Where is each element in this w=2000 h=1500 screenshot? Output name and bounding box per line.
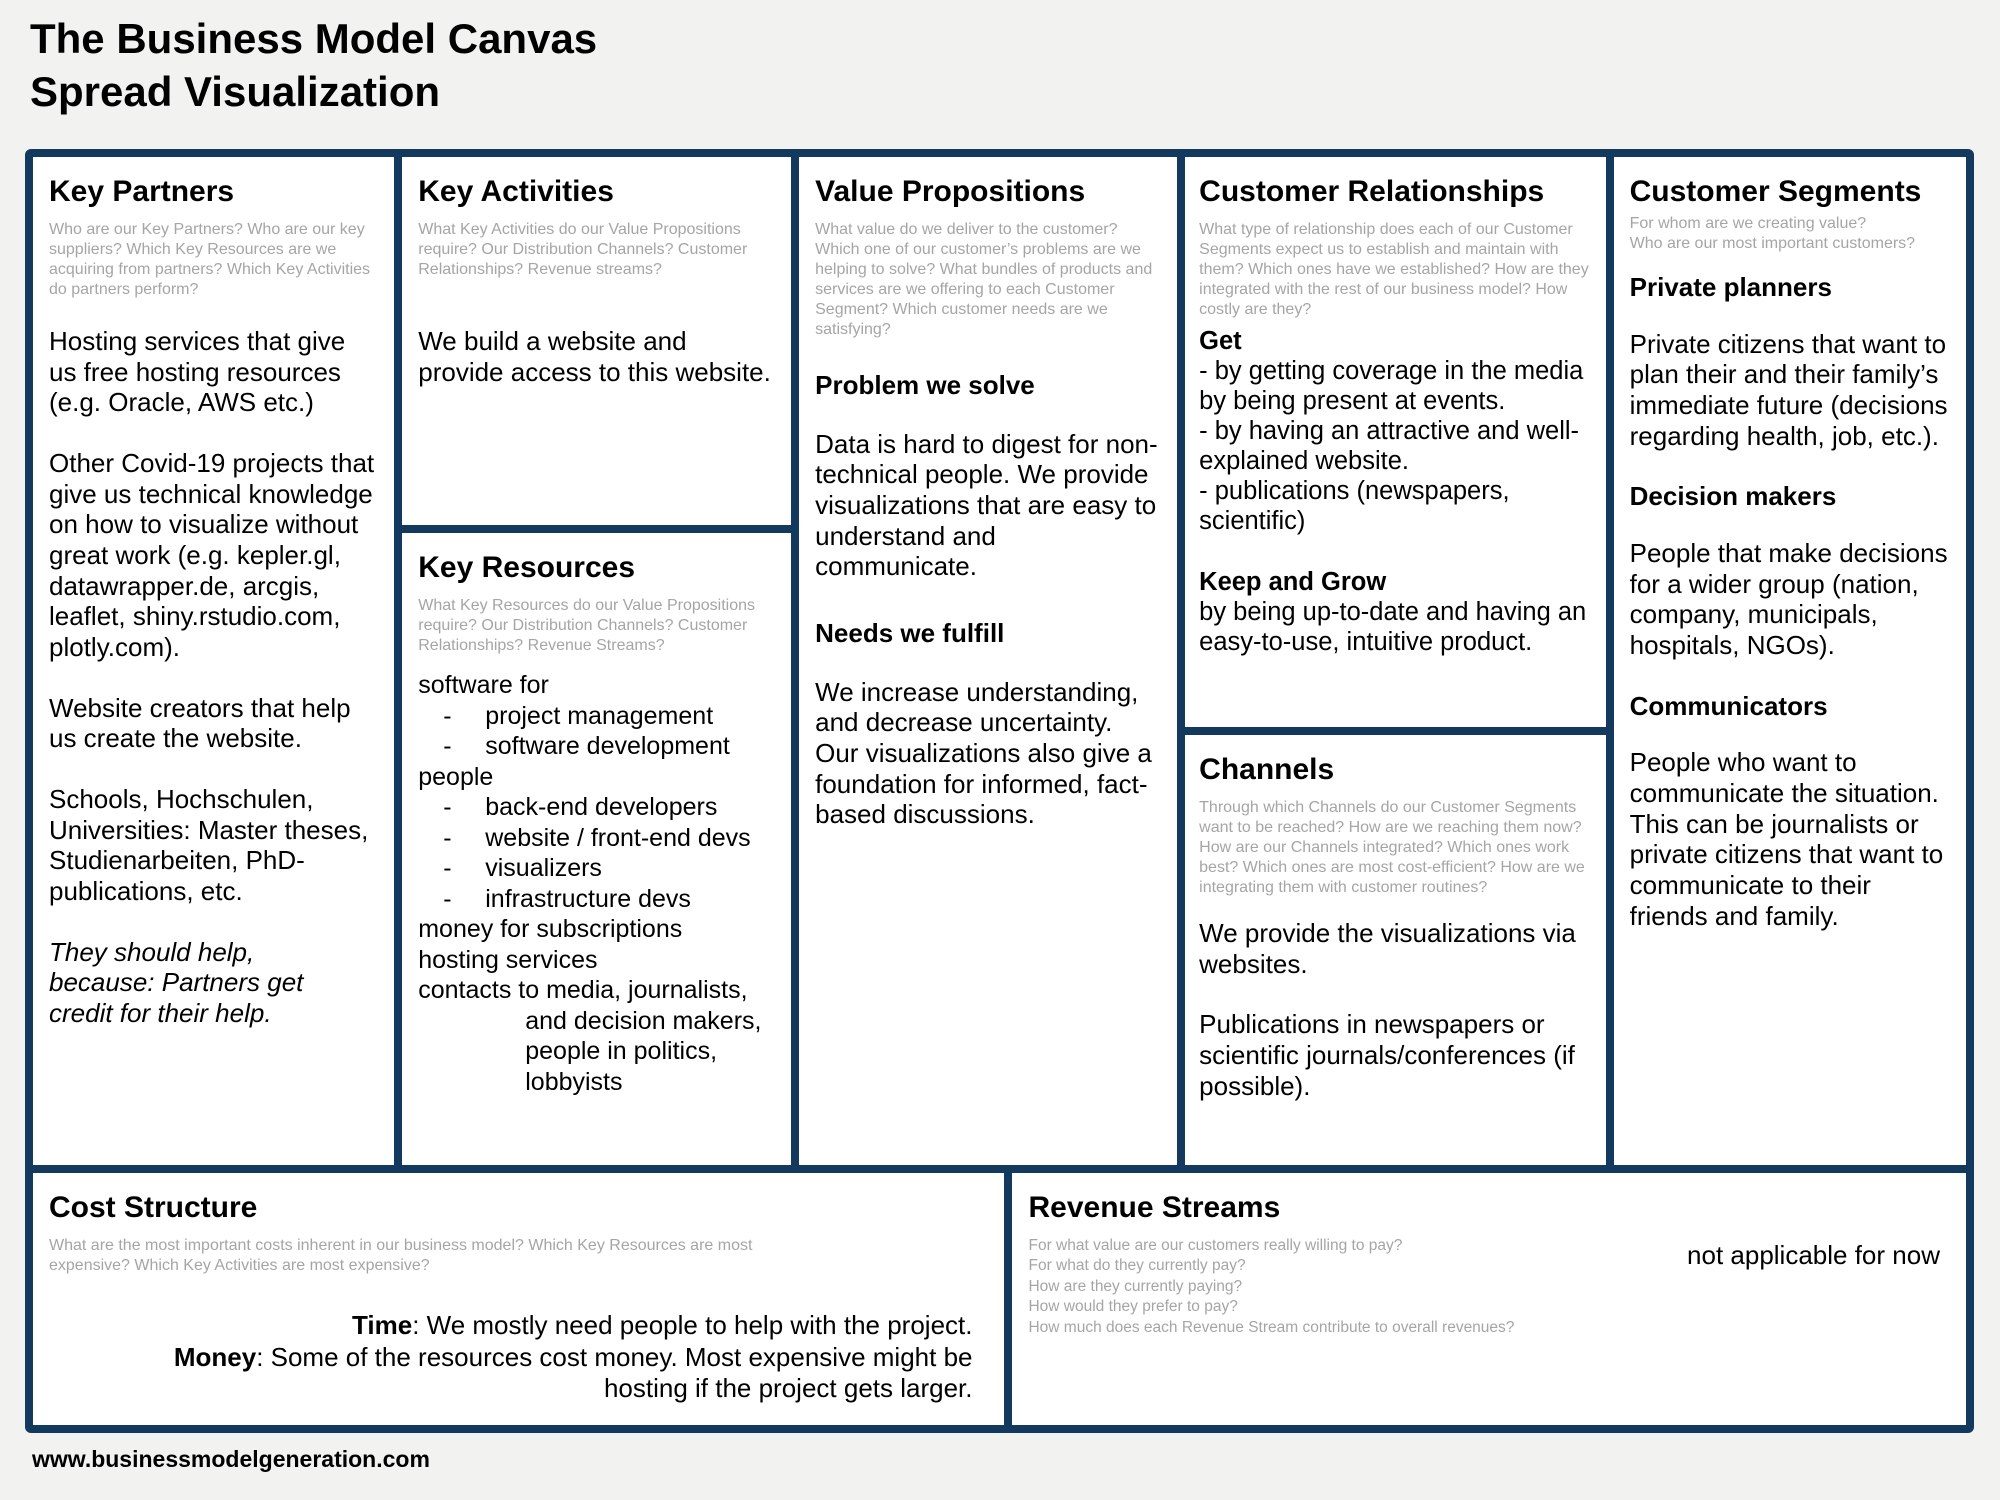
problem-we-solve-text: Data is hard to digest for non-technical people. We provide visualizations that are easy to understand and communicate. xyxy=(815,428,1158,582)
key-partners-paragraph: Schools, Hochschulen, Universities: Master theses, Studienarbeiten, PhD-publications, etc. xyxy=(49,784,369,907)
revenue-streams-note: not applicable for now xyxy=(1687,1240,1940,1270)
channels-paragraph: We provide the visualizations via websites. xyxy=(1199,918,1576,979)
key-resources-line: - infrastructure devs xyxy=(443,884,691,913)
customer-relationships-prompt: What type of relationship does each of our Customer Segments expect us to establish and maintain with them? Which ones have we established? How are they integrated with the rest of our business model? How costly are they? xyxy=(1199,221,1589,318)
decision-makers-text: People that make decisions for a wider group (nation, company, municipals, hospitals, NGOs). xyxy=(1629,538,1948,661)
time-label: Time xyxy=(351,1310,413,1340)
key-partners-paragraph: Other Covid-19 projects that give us technical knowledge on how to visualize without great work (e.g. kepler.gl, datawrapper.de, arcgis, leaflet, shiny.rstudio.com, plotly.com). xyxy=(49,448,375,663)
keep-and-grow-text: by being up-to-date and having an easy-to-use, intuitive product. xyxy=(1199,597,1587,656)
page-title xyxy=(30,12,597,119)
communicators-text: People who want to communicate the situation. This can be journalists or private citizens that want to communicate to their friends and family. xyxy=(1629,747,1944,931)
cost-structure-title: Cost Structure xyxy=(49,1191,258,1224)
page-title-line2: Spread Visualization xyxy=(30,68,441,116)
key-resources-line: money for subscriptions xyxy=(418,915,683,943)
revenue-streams-body xyxy=(1028,1236,1950,1338)
key-resources-line: - visualizers xyxy=(443,854,602,882)
key-resources-line: - back-end developers xyxy=(443,793,718,821)
key-resources-title: Key Resources xyxy=(418,551,636,584)
key-resources-line: contacts to media, journalists, xyxy=(418,976,748,1004)
key-partners-note: They should help, because: Partners get credit for their help. xyxy=(49,936,304,1029)
get-subhead: Get xyxy=(1199,327,1242,355)
key-activities-title: Key Activities xyxy=(418,175,614,208)
keep-and-grow-subhead: Keep and Grow xyxy=(1199,567,1387,596)
customer-segments-prompt-line1: For whom are we creating value? xyxy=(1629,215,1867,232)
revenue-prompt-line: How would they prefer to pay? xyxy=(1028,1298,1238,1316)
dash-bullet: - xyxy=(443,793,452,821)
value-propositions-title: Value Propositions xyxy=(815,175,1086,208)
section-key-activities xyxy=(402,157,791,525)
key-partners-title: Key Partners xyxy=(49,175,235,208)
value-propositions-body xyxy=(815,370,1161,830)
get-line: - by having an attractive and well-explained website. xyxy=(1199,417,1580,476)
key-resources-line: people in politics, xyxy=(525,1037,718,1065)
section-key-partners xyxy=(33,157,394,1165)
section-customer-relationships xyxy=(1185,157,1605,727)
key-partners-paragraph: Hosting services that give us free hosting resources (e.g. Oracle, AWS etc.) xyxy=(49,326,346,418)
key-resources-body xyxy=(418,670,779,1097)
customer-relationships-body xyxy=(1199,326,1591,657)
canvas-top-grid xyxy=(33,157,1966,1165)
channels-prompt: Through which Channels do our Customer Segments want to be reached? How are we reaching them now? How are our Channels integrated? Which ones work best? Which ones are most cost-efficient? How are we integrating them with customer routines? xyxy=(1199,799,1585,896)
section-customer-segments xyxy=(1614,157,1966,1165)
key-resources-line: software for xyxy=(418,671,549,699)
problem-we-solve-subhead: Problem we solve xyxy=(815,370,1035,400)
page-title-line1: The Business Model Canvas xyxy=(30,15,598,62)
section-channels xyxy=(1185,735,1605,1165)
dash-bullet: - xyxy=(443,854,452,882)
dash-bullet: - xyxy=(443,701,452,730)
revenue-prompt-line: For what value are our customers really willing to pay? xyxy=(1028,1237,1403,1254)
cost-structure-prompt: What are the most important costs inherent in our business model? Which Key Resources are most expensive? Which Key Activities are most expensive? xyxy=(49,1237,753,1274)
channels-body xyxy=(1199,918,1591,1101)
private-planners-subhead: Private planners xyxy=(1629,272,1832,302)
canvas-bottom-grid xyxy=(33,1173,1966,1425)
money-label: Money xyxy=(173,1341,257,1372)
dash-bullet: - xyxy=(443,732,452,760)
private-planners-text: Private citizens that want to plan their and their family’s immediate future (decisions regarding health, job, etc.). xyxy=(1629,328,1948,451)
value-propositions-prompt: What value do we deliver to the customer? Which one of our customer’s problems are we helping to solve? What bundles of products and services are we offering to each Customer Segment? Which customer needs are we satisfying? xyxy=(815,221,1153,338)
key-resources-line: hosting services xyxy=(418,945,598,974)
column-relationships-channels xyxy=(1185,157,1605,1165)
key-partners-paragraph: Website creators that help us create the website. xyxy=(49,692,351,754)
cost-money-line: Money: Some of the resources cost money. Most expensive might be hosting if the project gets larger. xyxy=(173,1341,973,1404)
revenue-prompt-line: How are they currently paying? xyxy=(1028,1277,1243,1295)
revenue-streams-title: Revenue Streams xyxy=(1028,1191,1281,1224)
key-resources-line: lobbyists xyxy=(525,1067,623,1096)
revenue-prompt-line: How much does each Revenue Stream contribute to overall revenues? xyxy=(1028,1318,1515,1336)
key-resources-line: - website / front-end devs xyxy=(443,823,751,852)
dash-bullet: - xyxy=(443,823,452,852)
needs-we-fulfill-text: We increase understanding, and decrease uncertainty. Our visualizations also give a foundation for informed, fact-based discussions. xyxy=(815,676,1152,830)
needs-we-fulfill-subhead: Needs we fulfill xyxy=(815,618,1005,649)
revenue-streams-prompt xyxy=(1028,1236,1514,1338)
section-key-resources xyxy=(402,533,791,1165)
customer-segments-prompt xyxy=(1630,214,1950,254)
decision-makers-subhead: Decision makers xyxy=(1629,481,1837,512)
get-line: - by getting coverage in the media by being present at events. xyxy=(1199,357,1584,416)
key-resources-line: people xyxy=(418,762,494,791)
customer-relationships-title: Customer Relationships xyxy=(1199,175,1545,208)
section-value-propositions xyxy=(799,157,1177,1165)
revenue-prompt-line: For what do they currently pay? xyxy=(1028,1257,1246,1275)
key-activities-body: We build a website and provide access to this website. xyxy=(418,326,771,387)
key-resources-line: - software development xyxy=(443,732,730,760)
key-resources-line: - project management xyxy=(443,701,714,730)
cost-time-line: Time: We mostly need people to help with the project. xyxy=(351,1310,973,1340)
column-activities-resources xyxy=(402,157,791,1165)
section-cost-structure xyxy=(33,1173,1004,1425)
key-resources-line: and decision makers, xyxy=(525,1006,762,1035)
key-resources-prompt: What Key Resources do our Value Propositions require? Our Distribution Channels? Customer Relationships? Revenue Streams? xyxy=(418,597,755,654)
canvas-frame xyxy=(25,149,1974,1433)
communicators-subhead: Communicators xyxy=(1629,690,1828,721)
key-activities-prompt: What Key Activities do our Value Propositions require? Our Distribution Channels? Customer Relationships? Revenue streams? xyxy=(418,221,748,278)
channels-title: Channels xyxy=(1199,753,1335,786)
get-line: - publications (newspapers, scientific) xyxy=(1199,477,1510,536)
dash-bullet: - xyxy=(443,884,452,913)
key-partners-body xyxy=(49,326,378,1029)
channels-paragraph: Publications in newspapers or scientific journals/conferences (if possible). xyxy=(1199,1009,1575,1101)
customer-segments-title: Customer Segments xyxy=(1629,175,1922,208)
cost-structure-body xyxy=(100,1310,972,1405)
section-revenue-streams xyxy=(1012,1173,1966,1425)
customer-segments-prompt-line2: Who are our most important customers? xyxy=(1629,235,1916,252)
customer-segments-body xyxy=(1630,272,1950,931)
key-partners-prompt: Who are our Key Partners? Who are our key suppliers? Which Key Resources are we acquiring from partners? Which Key Activities do partners perform? xyxy=(49,221,371,298)
footer-url: www.businessmodelgeneration.com xyxy=(32,1446,430,1472)
